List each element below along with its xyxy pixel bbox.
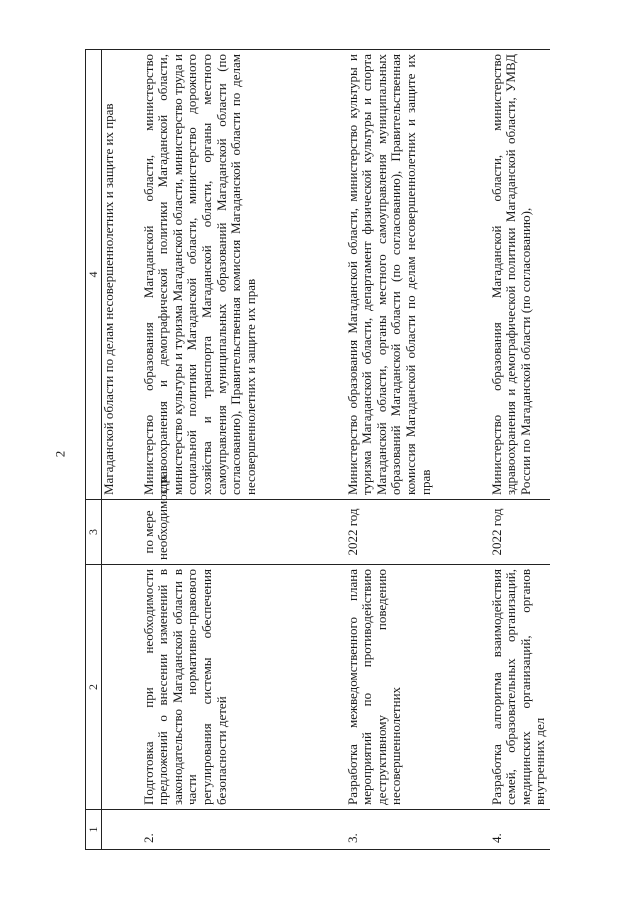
table-row [486, 50, 550, 850]
header-col-3: 3 [86, 500, 102, 565]
executors-cell: Магаданской области по делам несовершеннолетних и защите их прав [101, 50, 138, 500]
measure-cell: Подготовка при необходимости предложений о внесении изменений в законодательство Магаданской области в части нормативно-правового регулирования системы обеспечения безопасности детей [138, 565, 342, 810]
header-col-2: 2 [86, 565, 102, 810]
table-header-row [86, 50, 102, 850]
deadline-cell: 2022 год [342, 500, 486, 565]
row-number: 2. [138, 810, 342, 850]
executors-cell: Министерство образования Магаданской области, министерство здравоохранения и демографической политики Магаданской области, министерство культуры и туризма Магаданской области, министерство труда и социальной политики Магаданской области, министерство дорожного хозяйства и транспорта Магаданской области, органы местного самоуправления муниципальных образований Магаданской области (по согласованию), Правительственная комиссия Магаданской области по делам несовершеннолетних и защите их прав [138, 50, 342, 500]
table-row [342, 50, 486, 850]
page-number: 2 [52, 450, 68, 458]
measures-table [85, 49, 550, 850]
executors-cell: Министерство образования Магаданской области, министерство здравоохранения и демографической политики Магаданской области, УМВД России по Магаданской области (по согласованию), [486, 50, 550, 500]
rotated-page-content [85, 50, 548, 850]
deadline-cell: по мере необходимости [138, 500, 342, 565]
table-row [101, 50, 138, 850]
row-number: 4. [486, 810, 550, 850]
measure-cell: Разработка межведомственного плана мероприятий по противодействию деструктивному поведению несовершеннолетних [342, 565, 486, 810]
measure-cell: Разработка алгоритма взаимодействия семей, образовательных организаций, медицинских организаций, органов внутренних дел [486, 565, 550, 810]
deadline-cell: 2022 год [486, 500, 550, 565]
row-number: 3. [342, 810, 486, 850]
header-col-1: 1 [86, 810, 102, 850]
header-col-4: 4 [86, 50, 102, 500]
row-number [101, 810, 138, 850]
measure-cell [101, 565, 138, 810]
table-row [138, 50, 342, 850]
deadline-cell [101, 500, 138, 565]
executors-cell: Министерство образования Магаданской области, министерство культуры и туризма Магаданской области, департамент физической культуры и спорта Магаданской области, органы местного самоуправления муниципальных образований Магаданской области (по согласованию), Правительственная комиссия Магаданской области по делам несовершеннолетних и защите их прав [342, 50, 486, 500]
